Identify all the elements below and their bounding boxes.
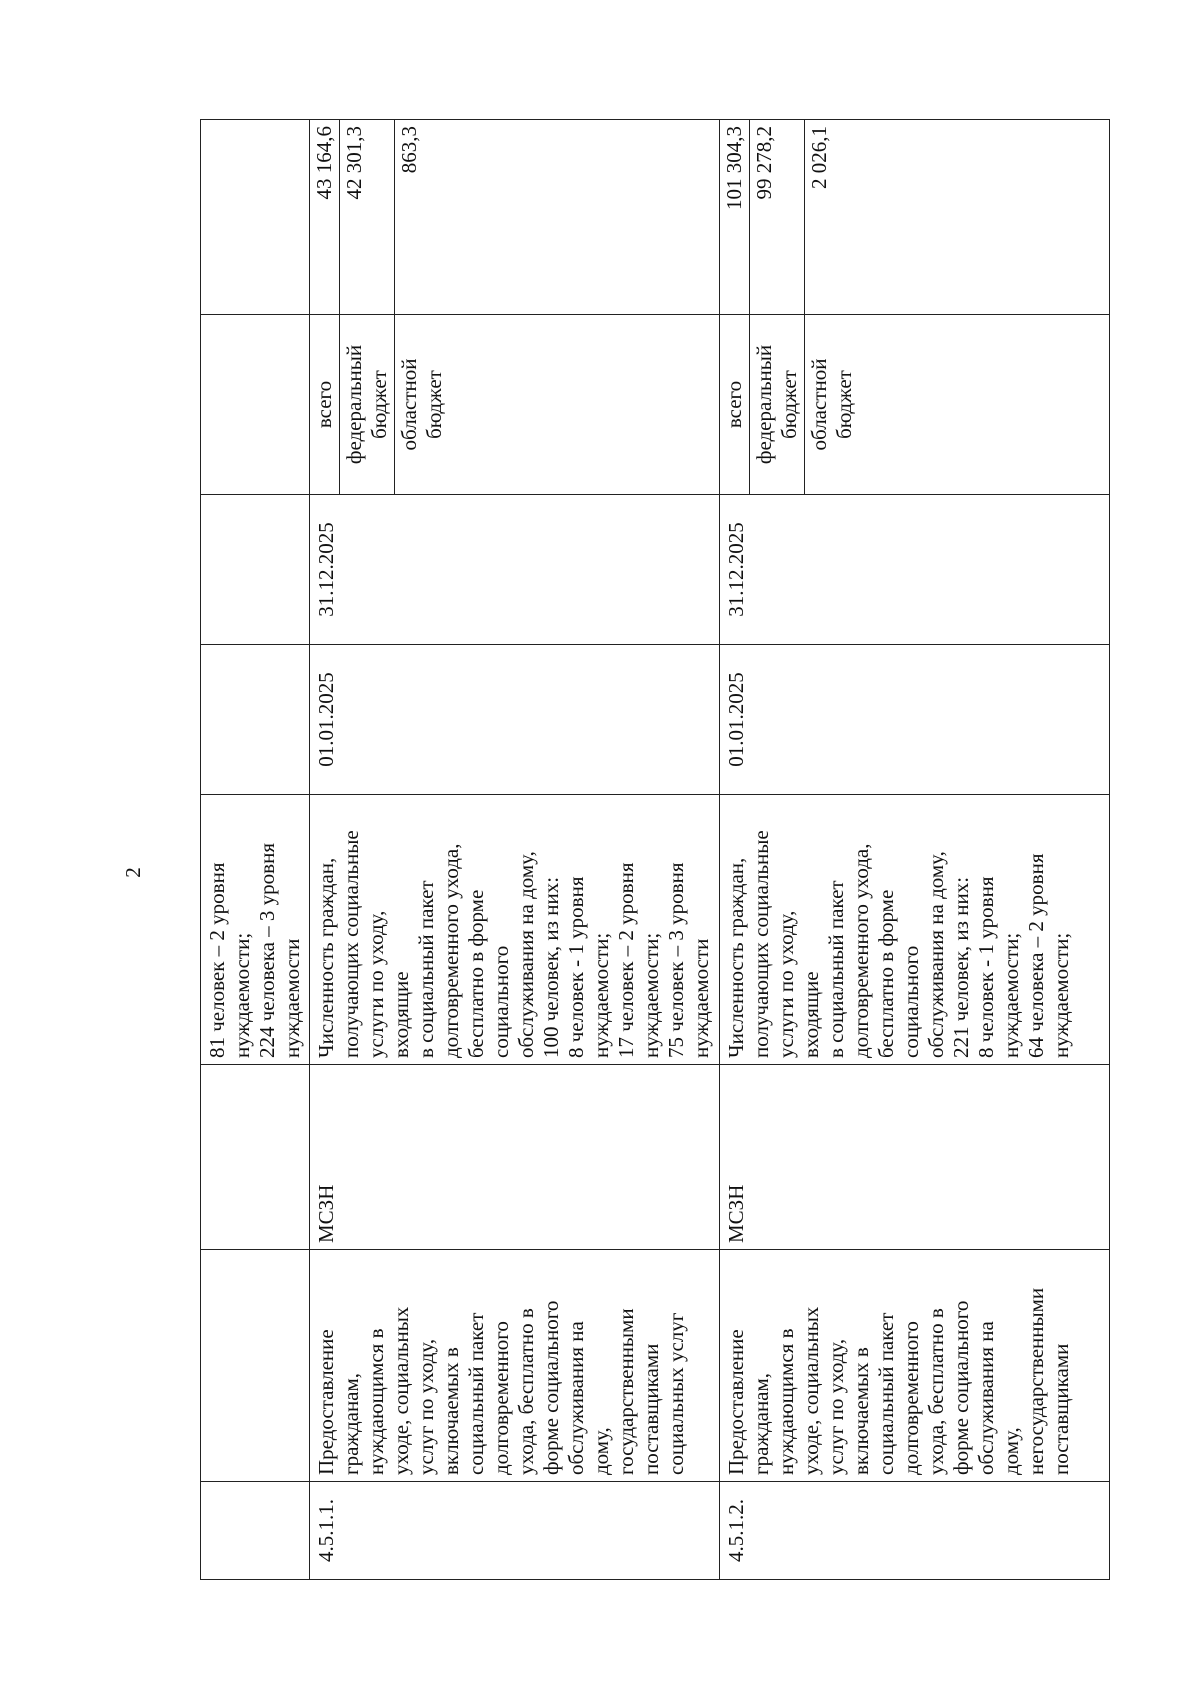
cell-indicator: Численность граждан, получающих социальные услуги по уходу, входящие в социальный пакет долговременного ухода, бесплатно в форме социального обслуживания на дому, 221 человек, из них: 8 человек - 1 уровня нуждаемости; 64 человека – 2 уровня нуждаемости; [720, 795, 1110, 1065]
cell-indicator: Численность граждан, получающих социальные услуги по уходу, входящие в социальный пакет долговременного ухода, бесплатно в форме социального обслуживания на дому, 100 человек, из них: 8 человек - 1 уровня нуждаемости; 17 человек – 2 уровня нуждаемости; 75 человек – 3 уровня нуждаемости [310, 795, 720, 1065]
cell-funding-amounts [720, 120, 1110, 315]
funding-sources-list [310, 315, 449, 494]
cell-funding-sources [310, 315, 720, 495]
funding-amount: 2 026,1 [805, 120, 835, 314]
funding-amounts-list [720, 120, 834, 314]
table-row-continuation [201, 120, 310, 1580]
funding-source: всего [312, 380, 336, 429]
cell-start-date: 01.01.2025 [720, 645, 1110, 795]
funding-amount: 101 304,3 [722, 126, 746, 210]
table-row [310, 120, 720, 1580]
cell-action: Предоставление гражданам, нуждающимся в уходе, социальных услуг по уходу, включаемых в социальный пакет долговременного ухода, бесплатно в форме социального обслуживания на дому, негосударственными поставщиками [720, 1250, 1110, 1482]
cell-start-date: 01.01.2025 [310, 645, 720, 795]
funding-amount: 99 278,2 [750, 120, 805, 314]
cell-end-date: 31.12.2025 [720, 495, 1110, 645]
cell-num: 4.5.1.1. [310, 1482, 720, 1580]
cell-action-empty [201, 1250, 310, 1482]
funding-amount: 43 164,6 [312, 126, 336, 200]
funding-source: всего [722, 380, 746, 429]
cell-executor: МСЗН [310, 1065, 720, 1250]
funding-amount: 863,3 [395, 120, 425, 314]
cell-amount-empty [201, 120, 310, 315]
funding-source: областной бюджет [805, 315, 860, 494]
cell-action: Предоставление гражданам, нуждающимся в уходе, социальных услуг по уходу, включаемых в социальный пакет долговременного ухода, бесплатно в форме социального обслуживания на дому, государственными поставщиками социальных услуг [310, 1250, 720, 1482]
cell-indicator: 81 человек – 2 уровня нуждаемости; 224 человека – 3 уровня нуждаемости [201, 795, 310, 1065]
cell-end-date: 31.12.2025 [310, 495, 720, 645]
funding-source: федеральный бюджет [750, 315, 805, 494]
page-number: 2 [120, 867, 145, 878]
cell-num: 4.5.1.2. [720, 1482, 1110, 1580]
cell-funding-amounts [310, 120, 720, 315]
funding-amount: 42 301,3 [340, 120, 395, 314]
table-row [720, 120, 1110, 1580]
action-plan-table [200, 119, 1110, 1580]
cell-source-empty [201, 315, 310, 495]
cell-funding-sources [720, 315, 1110, 495]
funding-source: областной бюджет [395, 315, 450, 494]
cell-end-empty [201, 495, 310, 645]
rotated-table-sheet [200, 120, 1140, 1580]
cell-executor: МСЗН [720, 1065, 1110, 1250]
funding-amounts-list [310, 120, 424, 314]
cell-executor-empty [201, 1065, 310, 1250]
cell-start-empty [201, 645, 310, 795]
cell-num-empty [201, 1482, 310, 1580]
funding-sources-list [720, 315, 859, 494]
funding-source: федеральный бюджет [340, 315, 395, 494]
